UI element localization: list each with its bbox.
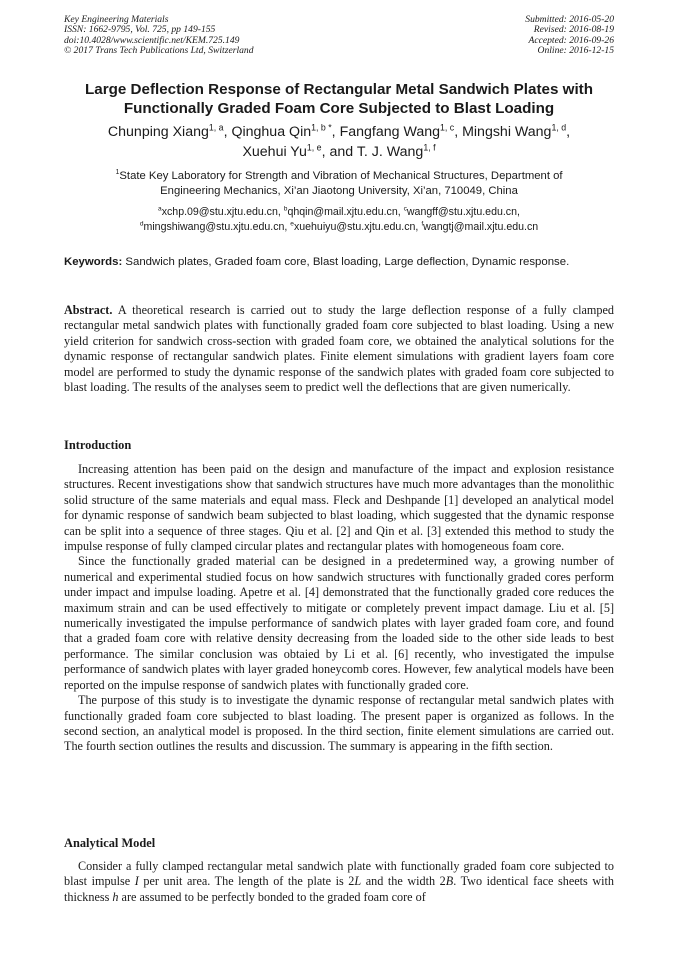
paragraph: The purpose of this study is to investigate the dynamic response of rectangular metal sandwich plates with functionally graded foam core subjected to blast loading. The present paper is organized as follows. In the second section, an analytical model is proposed. In the third section, finite element simulations are carried out. The fourth section outlines the results and discussion. The summary is appearing in the fifth section. bbox=[64, 693, 614, 754]
paragraph: Since the functionally graded material can be designed in a predetermined way, a growing number of numerical and experimental studied focus on how sandwich structures with functionally graded cores perform under impact and impulse loading. Apetre et al. [4] demonstrated that the functionally graded core reduces the maximum strain and can be used effectively to mitigate or completely prevent impact damage. Liu et al. [5] numerically investigated the impulse performance of sandwich plates with layer graded foam core, and found that a graded foam core with relative density decreasing from the loaded side to the other side leads to best performance. The similar conclusion was obtaied by Li et al. [6] recently, who investigated the impulse performance of sandwich plates with layer graded honeycomb cores. However, few analytical models have been reported on the impulse response of sandwich plates with functionally graded core. bbox=[64, 554, 614, 692]
author-name: Qinghua Qin bbox=[231, 124, 312, 140]
email-superscript: d bbox=[139, 220, 144, 228]
author-superscript: 1, b * bbox=[311, 122, 332, 133]
author-name: Xuehui Yu bbox=[242, 144, 307, 160]
date-online: Online: 2016-12-15 bbox=[537, 45, 614, 57]
email-address[interactable]: mingshiwang@stu.xjtu.edu.cn, bbox=[143, 221, 288, 233]
abstract-text: A theoretical research is carried out to study the large deflection response of a fully clamped rectangular metal sandwich plates with functionally graded foam core subjected to blast loading. Using a new yield criterion for sandwich cross-section with graded foam core, we obtained the analytical solutions for the dynamic response of rectangular sandwich plates. Finite element simulations with gradient layers foam core model are performed to study the dynamic response of the sandwich plates with graded foam core subjected to blast loading. The results of the analyses seem to predict well the deflections that are given numerically. bbox=[64, 303, 614, 395]
affiliation-line: Engineering Mechanics, Xi’an Jiaotong University, Xi’an, 710049, China bbox=[160, 185, 518, 197]
text-run: Consider a fully clamped rectangular metal sandwich plate with functionally graded foam core subjected to blast impulse bbox=[64, 859, 614, 889]
date-submitted: Submitted: 2016-05-20 bbox=[525, 14, 614, 25]
author-superscript: 1, c bbox=[440, 122, 455, 133]
email-superscript: e bbox=[290, 220, 294, 228]
email-address[interactable]: xuehuiyu@stu.xjtu.edu.cn, bbox=[293, 221, 419, 233]
section-heading-introduction: Introduction bbox=[64, 438, 132, 452]
introduction-body bbox=[64, 462, 614, 755]
paragraph: Increasing attention has been paid on the design and manufacture of the impact and explosion resistance structures. Recent investigations show that sandwich structures have much more advantages than the monolithic solid structure of the same materials and equal mass. Fleck and Deshpande [1] developed an analytical model for dynamic response of sandwich beam subjected to blast loading, which suggested that the dynamic response can be split into a sequence of three stages. Qiu et al. [2] and Qin et al. [3] extended this method to study the impulse response of fully clamped circular plates and rectangular plates with homogeneous foam core. bbox=[64, 462, 614, 554]
keywords-label: Keywords: bbox=[64, 256, 123, 268]
keywords-text: Sandwich plates, Graded foam core, Blast loading, Large deflection, Dynamic response. bbox=[125, 256, 570, 268]
author-name: Fangfang Wang bbox=[339, 124, 440, 140]
email-superscript: f bbox=[421, 220, 424, 228]
affiliation-line: State Key Laboratory for Strength and Vibration of Mechanical Structures, Department of bbox=[119, 170, 563, 182]
publication-dates bbox=[525, 15, 614, 57]
author-superscript: 1, e bbox=[306, 142, 322, 153]
keywords bbox=[64, 255, 614, 270]
affiliation-superscript: 1 bbox=[115, 169, 120, 177]
email-address[interactable]: wangff@stu.xjtu.edu.cn, bbox=[406, 206, 520, 218]
email-superscript: b bbox=[283, 205, 288, 213]
text-run: per unit area. The length of the plate is 2 bbox=[143, 874, 355, 889]
author-name: T. J. Wang bbox=[356, 144, 424, 160]
author-superscript: 1, f bbox=[423, 142, 436, 153]
email-list bbox=[50, 205, 628, 235]
text-run: . Two identical face sheets with thickness bbox=[64, 874, 615, 904]
doi: doi:10.4028/www.scientific.net/KEM.725.149 bbox=[64, 34, 240, 46]
paper-title: Large Deflection Response of Rectangular Metal Sandwich Plates with Functionally Graded Foam Core Subjected to Blast Loading bbox=[84, 81, 594, 117]
text-run: are assumed to be perfectly bonded to the graded foam core of bbox=[121, 889, 426, 904]
copyright: © 2017 Trans Tech Publications Ltd, Switzerland bbox=[64, 45, 254, 57]
issn-volume: ISSN: 1662-9795, Vol. 725, pp 149-155 bbox=[64, 24, 216, 36]
analytical-model-body bbox=[64, 859, 614, 905]
math-symbol: L bbox=[354, 874, 362, 889]
email-superscript: a bbox=[158, 205, 162, 213]
paragraph bbox=[64, 859, 614, 905]
author-name: Chunping Xiang bbox=[107, 124, 209, 140]
author-superscript: 1, a bbox=[208, 122, 224, 133]
abstract bbox=[64, 303, 614, 395]
math-symbol: h bbox=[112, 889, 119, 904]
journal-info bbox=[64, 15, 254, 57]
affiliation bbox=[60, 169, 618, 199]
math-symbol: I bbox=[134, 874, 139, 889]
section-heading-analytical-model: Analytical Model bbox=[64, 836, 156, 850]
email-address[interactable]: xchp.09@stu.xjtu.edu.cn, bbox=[161, 206, 281, 218]
date-revised: Revised: 2016-08-19 bbox=[533, 24, 614, 36]
abstract-label: Abstract. bbox=[64, 303, 113, 317]
email-superscript: c bbox=[403, 205, 407, 213]
author-superscript: 1, d bbox=[551, 122, 567, 133]
math-symbol: B bbox=[445, 874, 454, 889]
date-accepted: Accepted: 2016-09-26 bbox=[528, 34, 614, 46]
email-address[interactable]: qhqin@mail.xjtu.edu.cn, bbox=[287, 206, 401, 218]
journal-name: Key Engineering Materials bbox=[64, 14, 169, 25]
author-list: Chunping Xiang$^{1, a}$, Qinghua Qin$^{1, b *}$, Fangfang Wang$^{1, c}$, Mingshi Wang$^{1, d}$, Xuehui Yu$^{1, e}$, and T. J. Wang$^{1, f}$ bbox=[107, 122, 571, 160]
author-name: Mingshi Wang bbox=[462, 124, 552, 140]
email-address[interactable]: wangtj@mail.xjtu.edu.cn bbox=[423, 221, 539, 233]
text-run: and the width 2 bbox=[365, 874, 446, 889]
